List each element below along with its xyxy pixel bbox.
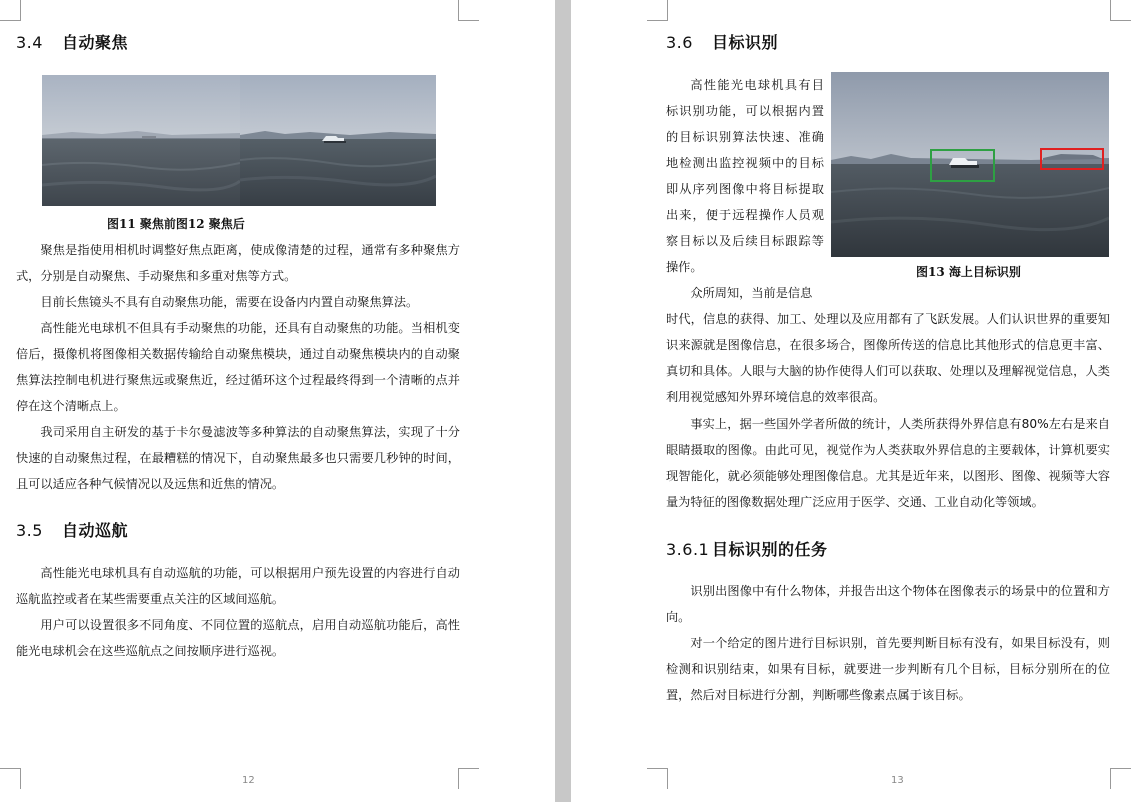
figure-caption-11-12: 图11 聚焦前图12 聚焦后 bbox=[107, 217, 245, 231]
paragraph-lead: 众所周知，当前是信息 bbox=[690, 286, 813, 300]
photo-before-focus bbox=[42, 75, 240, 206]
crop-mark-top-left bbox=[0, 0, 21, 21]
crop-mark-top-right bbox=[1110, 0, 1131, 21]
section-number: 3.4 bbox=[16, 33, 43, 52]
section-number: 3.5 bbox=[16, 521, 43, 540]
section-heading-3-6 bbox=[666, 30, 778, 53]
section-heading-3-5 bbox=[16, 518, 128, 541]
document-page-12 bbox=[0, 0, 555, 802]
crop-mark-bottom-left bbox=[647, 768, 668, 789]
paragraph: 高性能光电球机不但具有手动聚焦的功能，还具有自动聚焦的功能。当相机变倍后，摄像机将图像相关数据传输给自动聚焦模块，通过自动聚焦模块内的自动聚焦算法控制电机进行聚焦远或聚焦近，经过循环这个过程最终得到一个清晰的点并停在这个清晰点上。 bbox=[16, 321, 460, 413]
section-title: 目标识别 bbox=[712, 33, 779, 52]
paragraph: 时代，信息的获得、加工、处理以及应用都有了飞跃发展。人们认识世界的重要知识来源就是图像信息，在很多场合，图像所传送的信息比其他形式的信息更丰富、真切和具体。人眼与大脑的协作使得人们可以获取、处理以及理解视觉信息，人类利用视觉感知外界环境信息的效率很高。 bbox=[666, 312, 1110, 404]
paragraph: 对一个给定的图片进行目标识别，首先要判断目标有没有，如果目标没有，则检测和识别结束，如果有目标，就要进一步判断有几个目标，目标分别所在的位置，然后对目标进行分割，判断哪些像素点属于该目标。 bbox=[666, 636, 1110, 702]
section-heading-3-6-1 bbox=[666, 537, 828, 560]
paragraph: 我司采用自主研发的基于卡尔曼滤波等多种算法的自动聚焦算法，实现了十分快速的自动聚焦过程，在最糟糕的情况下，自动聚焦最多也只需要几秒钟的时间，且可以适应各种气候情况以及远焦和近焦的情况。 bbox=[16, 425, 460, 491]
section-number: 3.6.1 bbox=[666, 540, 710, 559]
paragraph: 高性能光电球机具有自动巡航的功能，可以根据用户预先设置的内容进行自动巡航监控或者在某些需要重点关注的区域间巡航。 bbox=[16, 566, 460, 606]
paragraph-intro: 高性能光电球机具有目标识别功能，可以根据内置的目标识别算法快速、准确地检测出监控视频中的目标即从序列图像中将目标提取出来，便于远程操作人员观察目标以及后续目标跟踪等操作。 bbox=[666, 78, 824, 274]
section-heading-3-4 bbox=[16, 30, 128, 53]
crop-mark-bottom-right bbox=[1110, 768, 1131, 789]
crop-mark-bottom-left bbox=[0, 768, 21, 789]
crop-mark-top-right bbox=[458, 0, 479, 21]
paragraph: 用户可以设置很多不同角度、不同位置的巡航点，启用自动巡航功能后，高性能光电球机会在这些巡航点之间按顺序进行巡视。 bbox=[16, 618, 460, 658]
crop-mark-top-left bbox=[647, 0, 668, 21]
section-title: 自动巡航 bbox=[62, 521, 129, 540]
section-number: 3.6 bbox=[666, 33, 693, 52]
page-number: 13 bbox=[891, 775, 904, 786]
paragraph: 识别出图像中有什么物体，并报告出这个物体在图像表示的场景中的位置和方向。 bbox=[666, 584, 1110, 624]
document-page-13 bbox=[571, 0, 1131, 802]
paragraph: 聚焦是指使用相机时调整好焦点距离，使成像清楚的过程，通常有多种聚焦方式，分别是自动聚焦、手动聚焦和多重对焦等方式。 bbox=[16, 243, 460, 283]
page-number: 12 bbox=[242, 775, 255, 786]
crop-mark-bottom-right bbox=[458, 768, 479, 789]
photo-after-focus bbox=[240, 75, 436, 206]
paragraph: 目前长焦镜头不具有自动聚焦功能，需要在设备内内置自动聚焦算法。 bbox=[40, 295, 419, 309]
section-title: 目标识别的任务 bbox=[712, 540, 828, 559]
figure-caption-13: 图13 海上目标识别 bbox=[916, 265, 1021, 279]
photo-sea-target-detection bbox=[831, 72, 1109, 257]
paragraph: 事实上，据一些国外学者所做的统计，人类所获得外界信息有80%左右是来自眼睛摄取的图像。由此可见，视觉作为人类获取外界信息的主要载体，计算机要实现智能化，就必须能够处理图像信息。尤其是近年来，以图形、图像、视频等大容量为特征的图像数据处理广泛应用于医学、交通、工业自动化等领域。 bbox=[666, 417, 1110, 509]
section-title: 自动聚焦 bbox=[62, 33, 129, 52]
